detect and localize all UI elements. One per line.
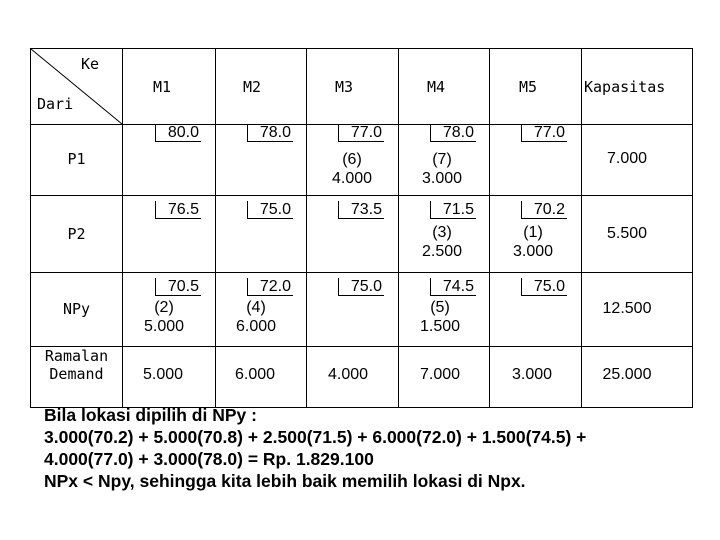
allocation-amount: 5.000 xyxy=(143,318,185,335)
allocation-p2-m5 xyxy=(498,223,568,261)
column-header-m2: M2 xyxy=(243,78,262,96)
allocation-p1-m3 xyxy=(317,150,387,188)
cost-p2-m4: 71.5 xyxy=(430,201,476,219)
capacity-p2: 5.500 xyxy=(606,225,648,242)
demand-label-line1: Ramalan xyxy=(44,347,109,365)
capacity-npy: 12.500 xyxy=(602,300,652,317)
calculation-note xyxy=(44,404,704,492)
cost-npy-m5: 75.0 xyxy=(521,278,567,296)
column-header-m5: M5 xyxy=(519,78,538,96)
demand-m3: 4.000 xyxy=(327,366,369,383)
allocation-order: (5) xyxy=(430,299,450,316)
cost-npy-m3: 75.0 xyxy=(338,278,384,296)
cost-p1-m4: 78.0 xyxy=(430,124,476,142)
cost-p2-m2: 75.0 xyxy=(247,201,293,219)
demand-m4: 7.000 xyxy=(419,366,461,383)
cost-p1-m1: 80.0 xyxy=(155,124,201,142)
allocation-amount: 4.000 xyxy=(331,170,373,187)
grid-line xyxy=(31,195,692,196)
cost-p2-m5: 70.2 xyxy=(521,201,567,219)
demand-label-line2: Demand xyxy=(49,365,104,383)
allocation-order: (3) xyxy=(432,224,452,241)
allocation-amount: 1.500 xyxy=(419,318,461,335)
cost-npy-m1: 70.5 xyxy=(155,278,201,296)
note-line-2: 3.000(70.2) + 5.000(70.8) + 2.500(71.5) + 6.000(72.0) + 1.500(74.5) + xyxy=(44,427,587,447)
demand-m1: 5.000 xyxy=(142,366,184,383)
grid-line xyxy=(489,49,490,407)
allocation-p2-m4 xyxy=(407,223,477,261)
cost-p1-m2: 78.0 xyxy=(247,124,293,142)
column-header-m1: M1 xyxy=(153,78,172,96)
allocation-order: (1) xyxy=(523,224,543,241)
cost-npy-m2: 72.0 xyxy=(247,278,293,296)
corner-ke-label: Ke xyxy=(81,55,100,73)
demand-total: 25.000 xyxy=(602,366,652,383)
allocation-amount: 3.000 xyxy=(421,170,463,187)
allocation-order: (2) xyxy=(154,299,174,316)
allocation-order: (7) xyxy=(432,151,452,168)
cost-p1-m5: 77.0 xyxy=(521,124,567,142)
allocation-p1-m4 xyxy=(407,150,477,188)
allocation-npy-m4 xyxy=(405,298,475,336)
transport-table xyxy=(30,48,693,408)
note-line-3: 4.000(77.0) + 3.000(78.0) = Rp. 1.829.100 xyxy=(44,449,374,469)
allocation-order: (4) xyxy=(246,299,266,316)
grid-line xyxy=(398,49,399,407)
allocation-amount: 2.500 xyxy=(421,243,463,260)
allocation-amount: 3.000 xyxy=(512,243,554,260)
column-header-m3: M3 xyxy=(335,78,354,96)
allocation-order: (6) xyxy=(342,151,362,168)
allocation-npy-m1 xyxy=(129,298,199,336)
grid-line xyxy=(31,346,692,347)
row-label-p1: P1 xyxy=(67,150,86,168)
column-header-m4: M4 xyxy=(427,78,446,96)
demand-m2: 6.000 xyxy=(234,366,276,383)
note-line-1: Bila lokasi dipilih di NPy : xyxy=(44,405,257,425)
grid-line xyxy=(306,49,307,407)
row-label-demand xyxy=(31,347,122,383)
note-line-4: NPx < Npy, sehingga kita lebih baik memilih lokasi di Npx. xyxy=(44,471,526,491)
corner-diagonal xyxy=(31,49,123,125)
allocation-npy-m2 xyxy=(221,298,291,336)
row-label-npy: NPy xyxy=(62,300,91,318)
cost-npy-m4: 74.5 xyxy=(430,278,476,296)
cost-p1-m3: 77.0 xyxy=(338,124,384,142)
demand-m5: 3.000 xyxy=(511,366,553,383)
grid-line xyxy=(31,272,692,273)
allocation-amount: 6.000 xyxy=(235,318,277,335)
grid-line xyxy=(215,49,216,407)
row-label-p2: P2 xyxy=(67,225,86,243)
capacity-p1: 7.000 xyxy=(606,150,648,167)
cost-p2-m3: 73.5 xyxy=(338,201,384,219)
column-header-kapasitas: Kapasitas xyxy=(584,78,666,96)
cost-p2-m1: 76.5 xyxy=(155,201,201,219)
corner-dari-label: Dari xyxy=(37,95,74,113)
